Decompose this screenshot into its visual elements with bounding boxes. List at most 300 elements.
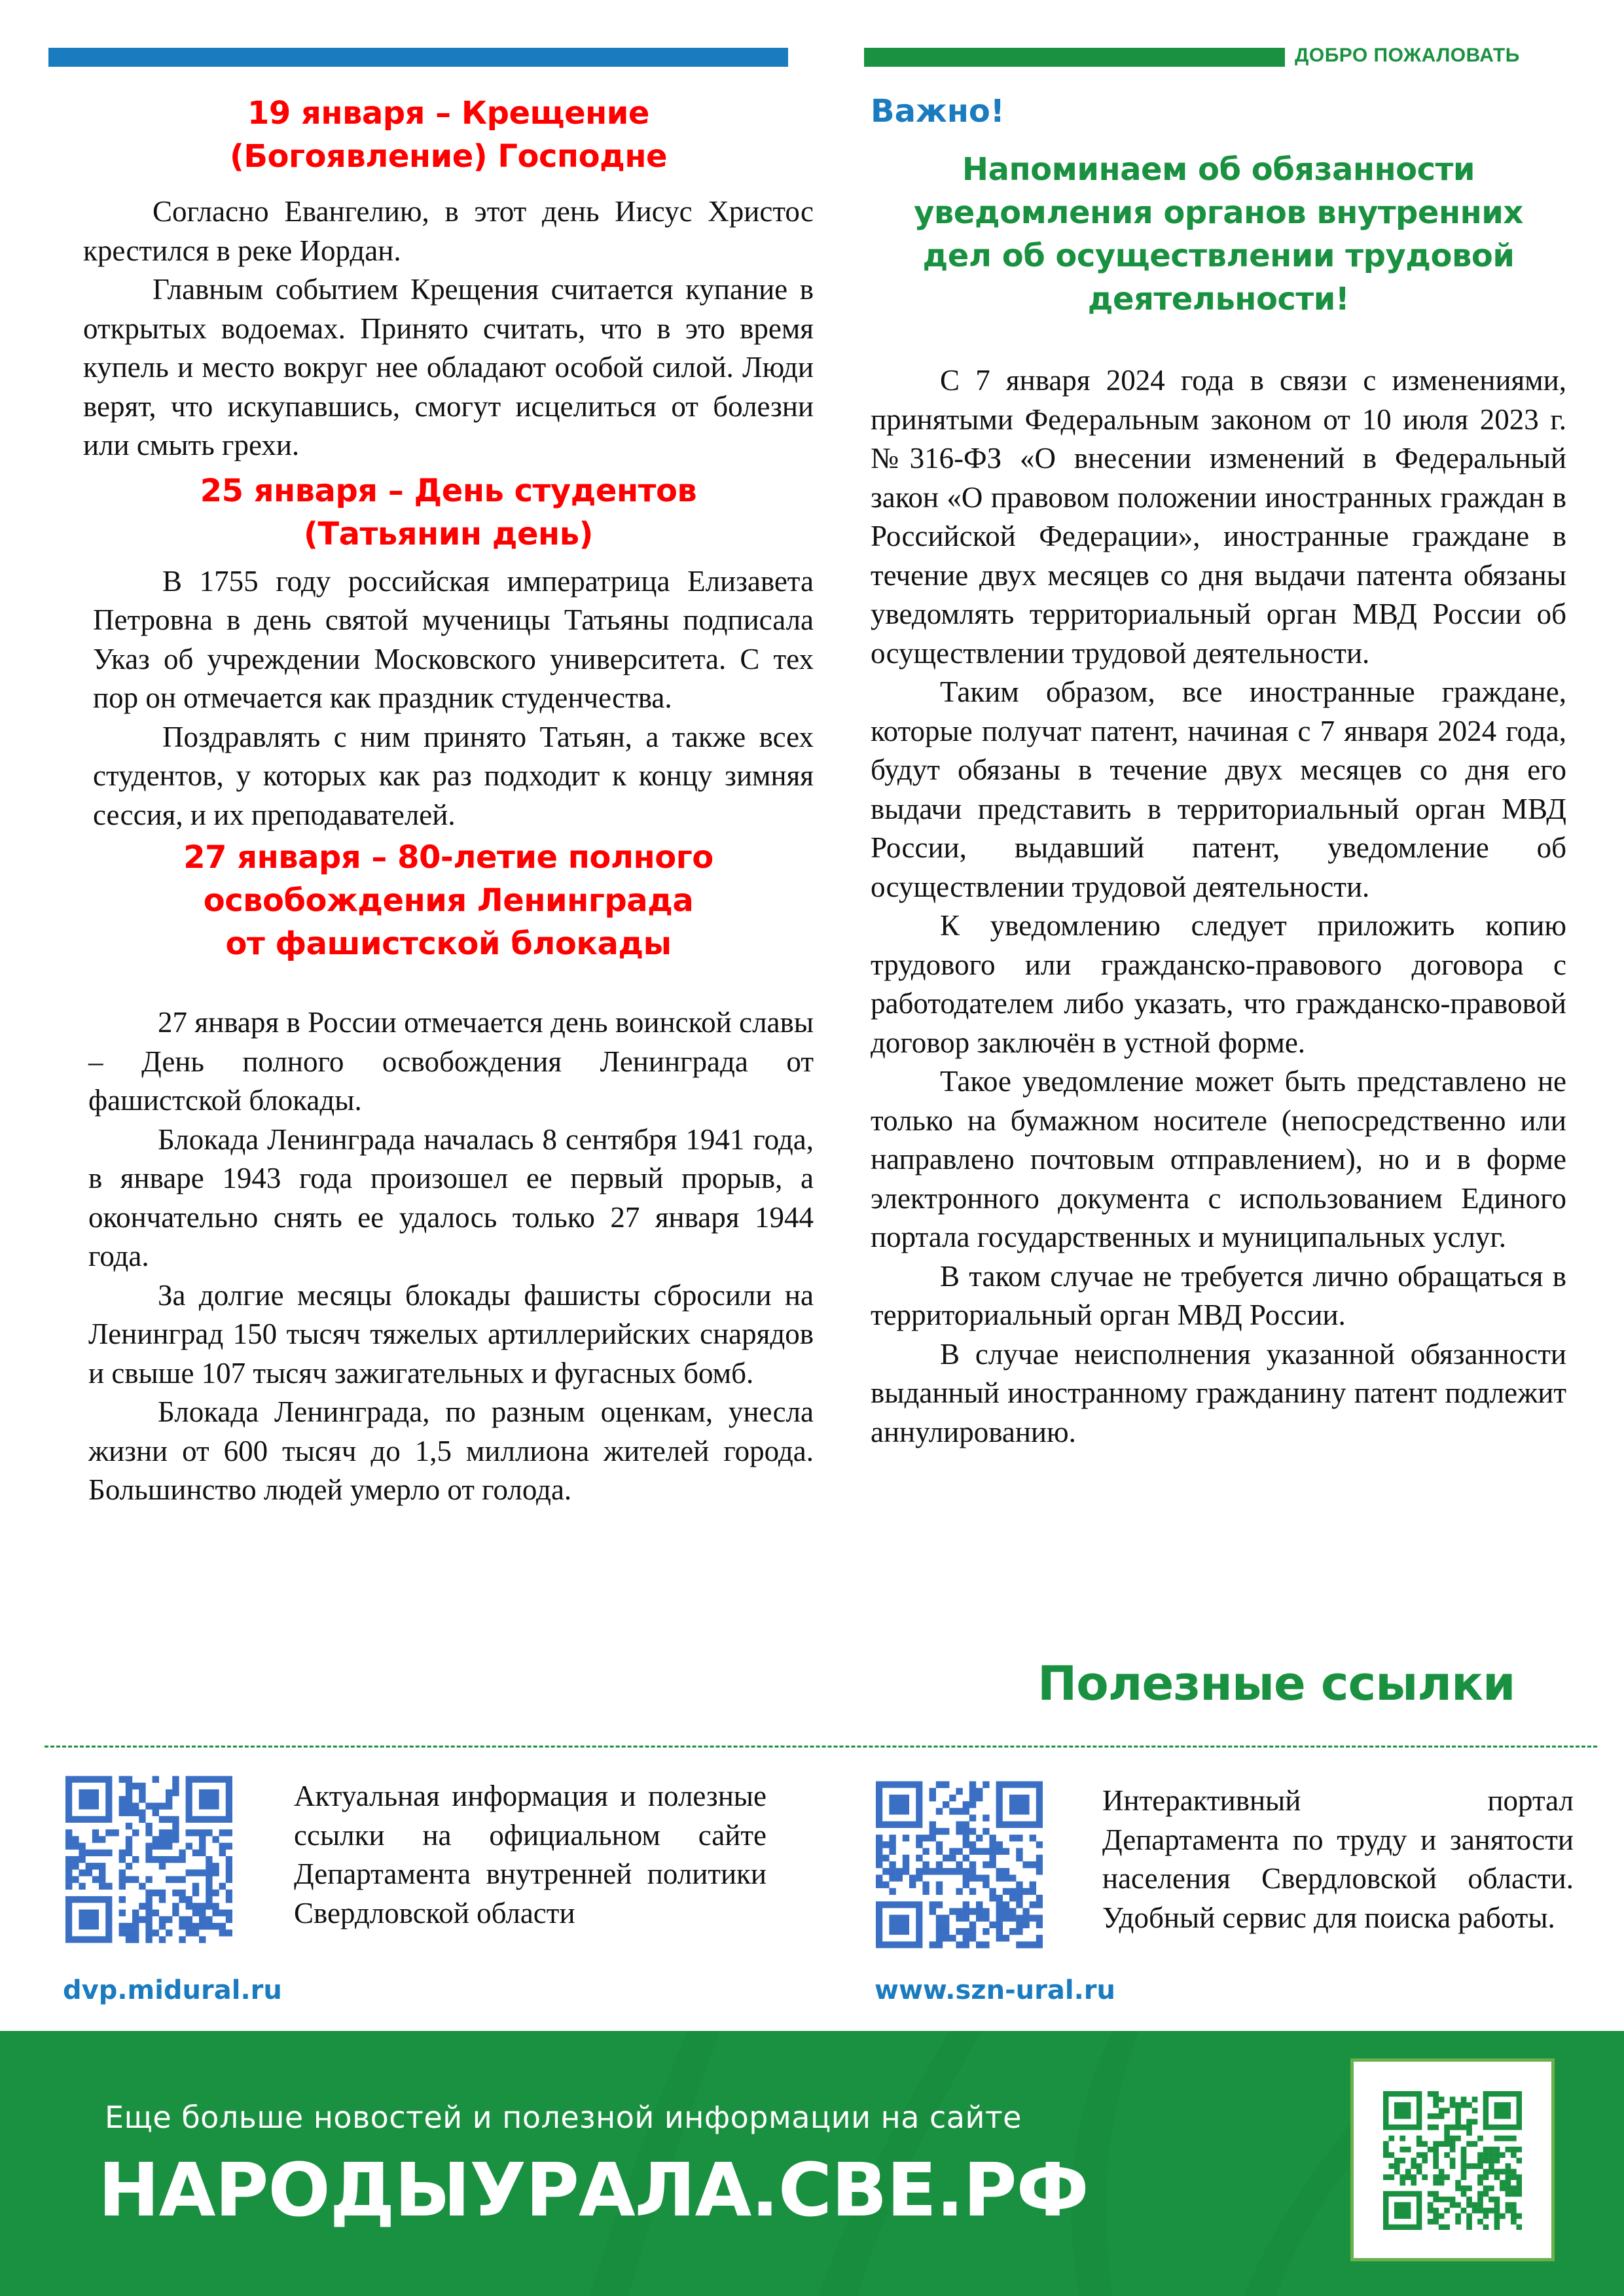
qr-module xyxy=(949,1868,956,1874)
qr-module xyxy=(1433,2125,1439,2130)
qr-module xyxy=(119,1929,126,1936)
qr-module xyxy=(1455,2136,1461,2142)
qr-module xyxy=(1483,2208,1489,2214)
qr-module xyxy=(145,1829,152,1836)
qr-module xyxy=(206,1896,212,1903)
qr-module xyxy=(989,1861,996,1868)
qr-module xyxy=(212,1869,219,1876)
qr-module xyxy=(1422,2141,1428,2147)
qr-module xyxy=(1003,1848,1009,1855)
qr-module xyxy=(1494,2136,1500,2142)
qr-module xyxy=(1411,2180,1416,2186)
qr-module xyxy=(1500,2152,1506,2158)
qr-module xyxy=(139,1816,145,1823)
qr-module xyxy=(172,1890,179,1896)
qr-module xyxy=(186,1903,192,1909)
qr-module xyxy=(943,1828,949,1835)
qr-module xyxy=(936,1935,943,1941)
qr-module xyxy=(153,1910,159,1916)
qr-module xyxy=(1472,2202,1478,2208)
qr-module xyxy=(65,1863,72,1869)
qr-module xyxy=(79,1843,85,1850)
section-students-day xyxy=(83,469,814,835)
qr-module xyxy=(889,1868,895,1874)
qr-module xyxy=(882,1855,889,1861)
qr-module xyxy=(1399,2147,1405,2153)
link-url[interactable]: www.szn-ural.ru xyxy=(875,1975,1115,2005)
qr-module xyxy=(956,1868,962,1874)
qr-module xyxy=(889,1861,895,1868)
qr-module xyxy=(1477,2158,1483,2164)
qr-module xyxy=(1016,1941,1022,1948)
qr-module xyxy=(1009,1915,1016,1922)
qr-module xyxy=(212,1903,219,1909)
qr-module xyxy=(226,1863,232,1869)
qr-module xyxy=(126,1796,132,1803)
qr-module xyxy=(1472,2141,1478,2147)
qr-module xyxy=(1483,2185,1489,2191)
footer-qr-frame[interactable] xyxy=(1350,2058,1555,2261)
qr-module xyxy=(92,1876,99,1883)
qr-module xyxy=(949,1808,956,1814)
qr-module xyxy=(199,1923,206,1929)
qr-module xyxy=(1405,2174,1411,2180)
paragraph: С 7 января 2024 года в связи с изменениями, принятыми Федеральным законом от 10 июля 2023 г. №316-ФЗ «О внесении изменений в Федеральный закон «О правовом положении иностранных граждан в Российской Федерации», иностранные граждане в течение двух месяцев со дня выдачи патента обязаны уведомлять территориальный орган МВД России об осуществлении трудовой деятельности. xyxy=(871,364,1566,670)
qr-module xyxy=(1506,2185,1511,2191)
qr-module xyxy=(99,1883,105,1890)
qr-module xyxy=(969,1868,976,1874)
qr-finder xyxy=(1394,2202,1411,2219)
qr-module xyxy=(1517,2174,1522,2180)
qr-module xyxy=(159,1936,166,1943)
qr-module xyxy=(936,1882,943,1888)
qr-module xyxy=(916,1841,922,1848)
qr-module xyxy=(1461,2158,1467,2164)
qr-module xyxy=(72,1863,79,1869)
qr-module xyxy=(956,1788,962,1795)
notice-title xyxy=(871,148,1566,321)
qr-module xyxy=(929,1941,936,1948)
paragraph: Такое уведомление может быть представлено не только на бумажном носителе (непосредственно или направлено почтовым отправлением), но и в форме электронного документа с использованием Единого портала государственных и муниципальных услуг. xyxy=(871,1065,1566,1253)
qr-module xyxy=(212,1910,219,1916)
qr-module xyxy=(1511,2208,1517,2214)
qr-module xyxy=(145,1803,152,1809)
qr-module xyxy=(126,1850,132,1856)
qr-module xyxy=(1388,2136,1394,2142)
paragraph: Таким образом, все иностранные граждане, которые получат патент, начиная с 7 января 2024 года, будут обязаны в течение двух месяцев со дня его выдачи представить в территориальный орган МВД России, выдавший патент, уведомление об осуществлении трудовой деятельности. xyxy=(871,675,1566,903)
qr-module xyxy=(1511,2214,1517,2219)
qr-module xyxy=(1439,2174,1445,2180)
qr-module xyxy=(1466,2185,1472,2191)
qr-module xyxy=(996,1928,1003,1935)
qr-module xyxy=(1461,2102,1467,2108)
right-column xyxy=(871,92,1566,1452)
qr-module xyxy=(186,1923,192,1929)
qr-module xyxy=(206,1903,212,1909)
qr-module xyxy=(1433,2191,1439,2197)
qr-module xyxy=(179,1856,185,1863)
qr-finder xyxy=(1494,2102,1511,2119)
qr-module xyxy=(199,1936,206,1943)
qr-module xyxy=(989,1888,996,1895)
qr-module xyxy=(936,1901,943,1908)
qr-module xyxy=(969,1815,976,1821)
qr-module xyxy=(1009,1874,1016,1881)
qr-module xyxy=(172,1876,179,1883)
paragraph: Блокада Ленинграда, по разным оценкам, унесла жизни от 600 тысяч до 1,5 миллиона жителей города. Большинство людей умерло от голода. xyxy=(88,1395,814,1506)
qr-module xyxy=(206,1876,212,1883)
qr-module xyxy=(929,1795,936,1801)
qr-module xyxy=(72,1843,79,1850)
qr-module xyxy=(889,1874,895,1881)
qr-module xyxy=(172,1829,179,1836)
qr-module xyxy=(943,1801,949,1808)
qr-module xyxy=(119,1796,126,1803)
qr-module xyxy=(1383,2152,1389,2158)
qr-module xyxy=(145,1936,152,1943)
qr-code-icon xyxy=(876,1780,1043,1949)
qr-module xyxy=(1506,2202,1511,2208)
qr-module xyxy=(1489,2163,1494,2169)
qr-module xyxy=(1016,1888,1022,1895)
qr-module xyxy=(72,1856,79,1863)
qr-module xyxy=(983,1941,989,1948)
qr-module xyxy=(989,1922,996,1928)
qr-module xyxy=(159,1836,166,1842)
qr-module xyxy=(1489,2147,1494,2153)
qr-module xyxy=(922,1861,929,1868)
qr-module xyxy=(206,1890,212,1896)
qr-module xyxy=(159,1863,166,1869)
qr-module xyxy=(126,1823,132,1829)
qr-module xyxy=(1461,2147,1467,2153)
qr-module xyxy=(896,1874,903,1881)
qr-module xyxy=(1483,2174,1489,2180)
qr-module xyxy=(983,1882,989,1888)
qr-module xyxy=(936,1941,943,1948)
qr-module xyxy=(1383,2141,1389,2147)
qr-module xyxy=(172,1776,179,1783)
qr-module xyxy=(936,1922,943,1928)
qr-module xyxy=(166,1843,172,1850)
qr-module xyxy=(172,1856,179,1863)
qr-module xyxy=(1433,2158,1439,2164)
qr-module xyxy=(956,1808,962,1814)
qr-module xyxy=(963,1808,969,1814)
qr-module xyxy=(1450,2102,1456,2108)
qr-module xyxy=(126,1836,132,1842)
qr-module xyxy=(1030,1861,1036,1868)
qr-module xyxy=(1439,2108,1445,2113)
qr-module xyxy=(1506,2191,1511,2197)
qr-module xyxy=(963,1908,969,1914)
qr-module xyxy=(145,1890,152,1896)
qr-module xyxy=(199,1836,206,1842)
qr-module xyxy=(1416,2141,1422,2147)
qr-module xyxy=(1477,2202,1483,2208)
qr-module xyxy=(1422,2152,1428,2158)
qr-module xyxy=(1517,2225,1522,2230)
qr-module xyxy=(79,1883,85,1890)
qr-module xyxy=(1428,2208,1434,2214)
qr-module xyxy=(1003,1888,1009,1895)
qr-module xyxy=(969,1922,976,1928)
qr-module xyxy=(956,1828,962,1835)
qr-module xyxy=(159,1803,166,1809)
qr-module xyxy=(949,1795,956,1801)
qr-module xyxy=(1036,1915,1043,1922)
qr-module xyxy=(1461,2163,1467,2169)
qr-module xyxy=(153,1890,159,1896)
paragraph: В таком случае не требуется лично обращаться в территориальный орган МВД России. xyxy=(871,1259,1566,1331)
qr-module xyxy=(166,1789,172,1796)
qr-module xyxy=(99,1869,105,1876)
qr-module xyxy=(1494,2208,1500,2214)
qr-module xyxy=(983,1848,989,1855)
qr-module xyxy=(956,1908,962,1914)
qr-module xyxy=(956,1915,962,1922)
paragraph: За долгие месяцы блокады фашисты сбросили на Ленинград 150 тысяч тяжелых артиллерийских снарядов и свыше 107 тысяч зажигательных и фугасных бомб. xyxy=(88,1278,814,1390)
qr-module xyxy=(963,1874,969,1881)
qr-module xyxy=(72,1876,79,1883)
paragraph: В 1755 году российская императрица Елизавета Петровна в день святой мученицы Татьяны подписала Указ об учреждении Московского университета. С тех пор он отмечается как праздник студенчества. xyxy=(93,564,814,714)
qr-module xyxy=(99,1836,105,1842)
qr-module xyxy=(1455,2102,1461,2108)
qr-module xyxy=(983,1874,989,1881)
qr-module xyxy=(186,1929,192,1936)
qr-module xyxy=(65,1869,72,1876)
qr-module xyxy=(1450,2096,1456,2102)
qr-module xyxy=(1489,2152,1494,2158)
qr-module xyxy=(1483,2225,1489,2230)
qr-module xyxy=(1511,2202,1517,2208)
qr-module xyxy=(166,1856,172,1863)
qr-module xyxy=(1450,2158,1456,2164)
qr-module xyxy=(936,1928,943,1935)
qr-module xyxy=(179,1850,185,1856)
qr-module xyxy=(1489,2197,1494,2202)
qr-module xyxy=(1494,2225,1500,2230)
qr-module xyxy=(166,1829,172,1836)
qr-module xyxy=(226,1843,232,1850)
qr-module xyxy=(145,1929,152,1936)
qr-module xyxy=(1483,2147,1489,2153)
qr-module xyxy=(186,1829,192,1836)
qr-module xyxy=(876,1874,882,1881)
qr-module xyxy=(1022,1888,1029,1895)
qr-module xyxy=(1030,1941,1036,1948)
qr-module xyxy=(206,1829,212,1836)
qr-module xyxy=(909,1882,916,1888)
qr-module xyxy=(1466,2219,1472,2225)
qr-module xyxy=(219,1843,226,1850)
qr-module xyxy=(119,1876,126,1883)
title-line: деятельности! xyxy=(1087,281,1350,317)
qr-module xyxy=(1477,2219,1483,2225)
qr-module xyxy=(1500,2136,1506,2142)
qr-module xyxy=(1461,2185,1467,2191)
qr-module xyxy=(1444,2225,1450,2230)
qr-module xyxy=(989,1848,996,1855)
qr-module xyxy=(1422,2158,1428,2164)
qr-module xyxy=(1472,2119,1478,2125)
qr-module xyxy=(65,1883,72,1890)
qr-module xyxy=(1466,2197,1472,2202)
qr-module xyxy=(969,1928,976,1935)
qr-module xyxy=(166,1836,172,1842)
section-title xyxy=(83,469,814,556)
qr-module xyxy=(936,1848,943,1855)
qr-module xyxy=(139,1916,145,1923)
qr-module xyxy=(1466,2102,1472,2108)
qr-module xyxy=(903,1861,909,1868)
qr-module xyxy=(1511,2191,1517,2197)
qr-module xyxy=(1450,2136,1456,2142)
qr-module xyxy=(969,1908,976,1914)
qr-module xyxy=(126,1843,132,1850)
footer-site-link[interactable]: НАРОДЫУРАЛА.СВЕ.РФ xyxy=(98,2148,1089,2233)
qr-module xyxy=(159,1916,166,1923)
qr-code-icon[interactable] xyxy=(876,1780,1043,1949)
qr-module xyxy=(1506,2174,1511,2180)
qr-module xyxy=(132,1923,139,1929)
qr-module xyxy=(139,1903,145,1909)
qr-module xyxy=(989,1835,996,1841)
qr-module xyxy=(969,1874,976,1881)
qr-module xyxy=(226,1890,232,1896)
qr-module xyxy=(1477,2174,1483,2180)
qr-module xyxy=(963,1868,969,1874)
qr-module xyxy=(1416,2152,1422,2158)
paragraph: Блокада Ленинграда началась 8 сентября 1941 года, в январе 1943 года произошел ее первый прорыв, а окончательно снять ее удалось только 27 января 1944 года. xyxy=(88,1122,814,1272)
qr-module xyxy=(1428,2125,1434,2130)
qr-module xyxy=(963,1855,969,1861)
qr-module xyxy=(1511,2185,1517,2191)
qr-module xyxy=(1500,2180,1506,2186)
qr-module xyxy=(1455,2180,1461,2186)
qr-module xyxy=(1030,1882,1036,1888)
qr-module xyxy=(922,1848,929,1855)
qr-module xyxy=(192,1829,199,1836)
paragraph: Согласно Евангелию, в этот день Иисус Христос крестился в реке Иордан. xyxy=(83,195,814,267)
qr-module xyxy=(996,1868,1003,1874)
qr-module xyxy=(996,1908,1003,1914)
qr-module xyxy=(199,1916,206,1923)
qr-module xyxy=(166,1929,172,1936)
qr-module xyxy=(969,1841,976,1848)
qr-module xyxy=(1405,2147,1411,2153)
qr-module xyxy=(105,1883,112,1890)
qr-module xyxy=(126,1776,132,1783)
qr-module xyxy=(963,1882,969,1888)
qr-module xyxy=(79,1869,85,1876)
qr-module xyxy=(963,1915,969,1922)
qr-module xyxy=(132,1876,139,1883)
qr-module xyxy=(159,1896,166,1903)
qr-module xyxy=(1483,2158,1489,2164)
qr-module xyxy=(1450,2147,1456,2153)
qr-module xyxy=(956,1848,962,1855)
qr-finder xyxy=(79,1789,99,1810)
qr-module xyxy=(1444,2136,1450,2142)
qr-module xyxy=(963,1828,969,1835)
qr-module xyxy=(199,1910,206,1916)
qr-module xyxy=(1016,1915,1022,1922)
section-title xyxy=(83,836,814,965)
qr-module xyxy=(199,1903,206,1909)
qr-module xyxy=(943,1868,949,1874)
qr-module xyxy=(166,1803,172,1809)
qr-module xyxy=(119,1803,126,1809)
qr-module xyxy=(1003,1868,1009,1874)
qr-module xyxy=(876,1882,882,1888)
qr-module xyxy=(99,1876,105,1883)
section-leningrad xyxy=(83,836,814,1510)
qr-module xyxy=(159,1816,166,1823)
qr-module xyxy=(1394,2169,1400,2175)
qr-module xyxy=(219,1929,226,1936)
qr-module xyxy=(943,1782,949,1788)
qr-module xyxy=(963,1835,969,1841)
qr-module xyxy=(1036,1941,1043,1948)
qr-code-icon[interactable] xyxy=(65,1775,232,1944)
qr-module xyxy=(1009,1895,1016,1901)
qr-module xyxy=(1439,2113,1445,2119)
qr-module xyxy=(876,1855,882,1861)
qr-module xyxy=(86,1869,92,1876)
qr-module xyxy=(989,1895,996,1901)
qr-module xyxy=(79,1856,85,1863)
qr-module xyxy=(1016,1928,1022,1935)
qr-module xyxy=(1472,2163,1478,2169)
qr-module xyxy=(996,1922,1003,1928)
qr-module xyxy=(943,1935,949,1941)
qr-module xyxy=(969,1935,976,1941)
qr-module xyxy=(1517,2191,1522,2197)
qr-module xyxy=(145,1876,152,1883)
qr-module xyxy=(936,1888,943,1895)
qr-module xyxy=(206,1863,212,1869)
qr-module xyxy=(956,1821,962,1828)
qr-module xyxy=(909,1874,916,1881)
qr-module xyxy=(1472,2208,1478,2214)
qr-module xyxy=(876,1848,882,1855)
qr-module xyxy=(996,1841,1003,1848)
qr-module xyxy=(132,1810,139,1816)
qr-module xyxy=(1494,2214,1500,2219)
qr-module xyxy=(1477,2163,1483,2169)
qr-module xyxy=(126,1789,132,1796)
qr-module xyxy=(226,1910,232,1916)
qr-module xyxy=(1036,1841,1043,1848)
qr-module xyxy=(212,1836,219,1842)
link-url[interactable]: dvp.midural.ru xyxy=(63,1975,282,2005)
qr-module xyxy=(199,1850,206,1856)
qr-finder xyxy=(1009,1795,1030,1815)
qr-module xyxy=(1511,2219,1517,2225)
qr-module xyxy=(1383,2174,1389,2180)
qr-module xyxy=(1433,2102,1439,2108)
qr-module xyxy=(956,1928,962,1935)
qr-module xyxy=(153,1776,159,1783)
section-title xyxy=(83,92,814,178)
qr-module xyxy=(65,1876,72,1883)
qr-module xyxy=(99,1850,105,1856)
qr-module xyxy=(936,1861,943,1868)
qr-module xyxy=(956,1941,962,1948)
qr-module xyxy=(166,1916,172,1923)
qr-module xyxy=(1511,2136,1517,2142)
